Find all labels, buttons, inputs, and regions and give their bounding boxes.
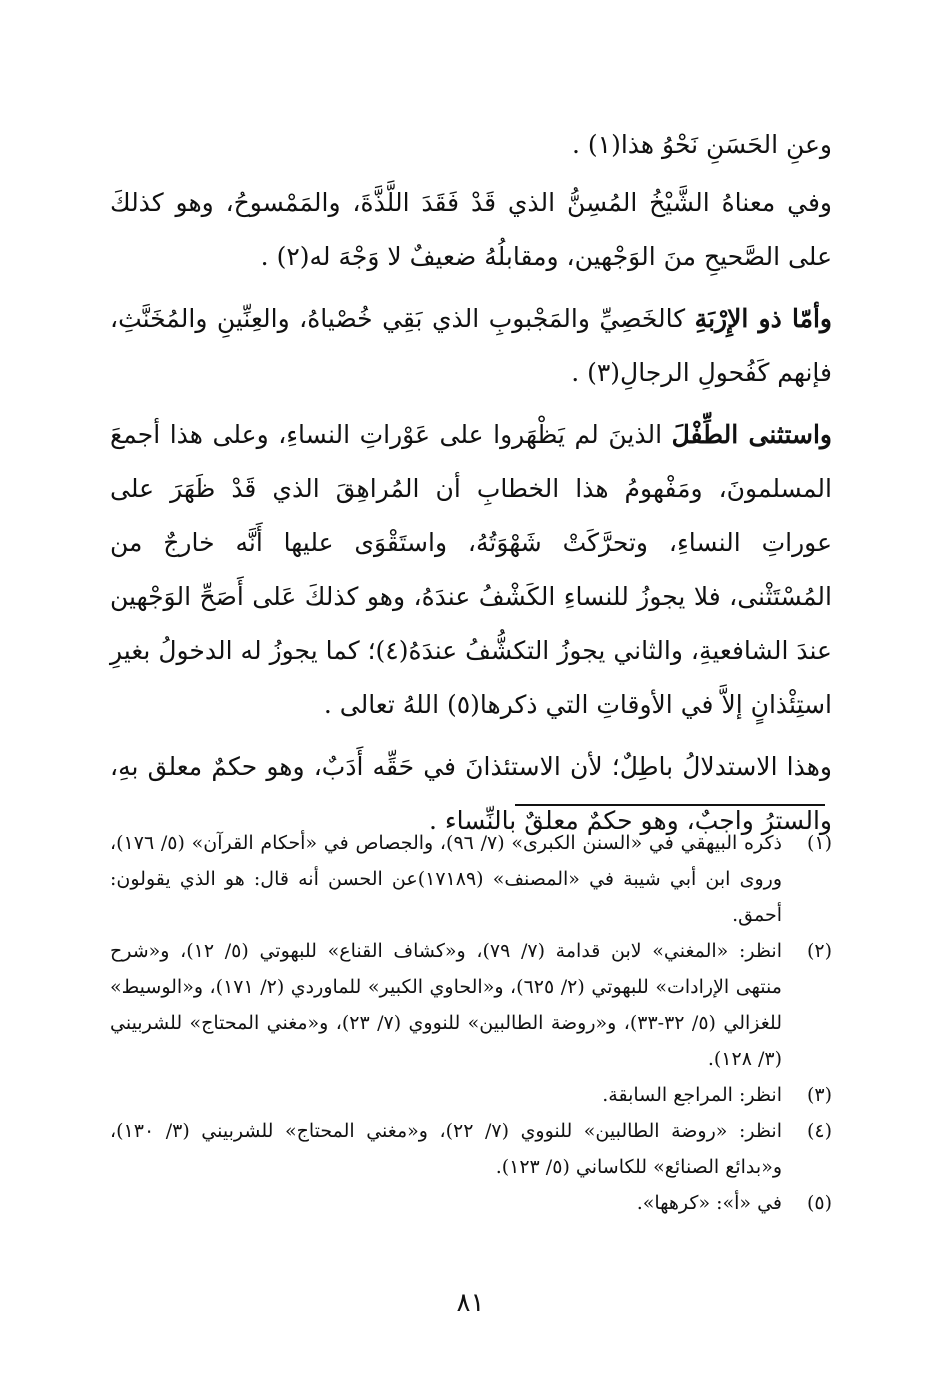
footnote-4 (110, 1113, 832, 1185)
footnote-text: ذكره البيهقي في «السنن الكبرى» (٧/ ٩٦)، والجصاص في «أحكام القرآن» (٥/ ١٧٦)، وروى ابن أبي شيبة في «المصنف» (١٧١٨٩)عن الحسن أنه قال: هو الذي يقولون: أحمق. (110, 832, 783, 926)
footnote-1 (110, 825, 832, 933)
paragraph-3-text: كالخَصِيِّ والمَجْبوبِ الذي بَقِي خُصْياهُ، والعِنِّينِ والمُخَنَّثِ، فإنهم كَفُحولِ الرجالِ(٣) . (110, 304, 832, 387)
paragraph-5: وهذا الاستدلالُ باطِلٌ؛ لأن الاستئذانَ في حَقِّه أَدَبٌ، وهو حكمٌ معلق بهِ، والسترُ واجبٌ، وهو حكمٌ معلقٌ بالنِّساء . (110, 752, 832, 835)
paragraph-4-text: الذينَ لم يَظْهَروا على عَوْراتِ النساءِ، وعلى هذا أجمعَ المسلمونَ، ومَفْهومُ هذا الخطابِ أن المُراهِقَ الذي قَدْ ظَهَرَ على عوراتِ النساءِ، وتحرَّكَتْ شَهْوَتُهُ، واستَقْوَى عليها أَنَّه خارجٌ من المُسْتَثْنى، فلا يجوزُ للنساءِ الكَشْفُ عندَهُ، وهو كذلكَ عَلى أَصَحِّ الوَجْهين عندَ الشافعيةِ، والثاني يجوزُ التكشُّفُ عندَهُ(٤)؛ كما يجوزُ له الدخولُ بغيرِ استِئْذانٍ إلاَّ في الأوقاتِ التي ذكرها(٥) اللهُ تعالى . (110, 420, 832, 719)
footnote-text: انظر: «المغني» لابن قدامة (٧/ ٧٩)، و«كشاف القناع» للبهوتي (٥/ ١٢)، و«شرح منتهى الإرادات» للبهوتي (٢/ ٦٢٥)، و«الحاوي الكبير» للماوردي (٢/ ١٧١)، و«الوسيط» للغزالي (٥/ ٣٢-٣٣)، و«روضة الطالبين» للنووي (٧/ ٢٣)، و«مغني المحتاج» للشربيني (٣/ ١٢٨). (110, 940, 782, 1070)
paragraph-4 (110, 408, 832, 732)
footnote-divider (515, 804, 825, 806)
paragraph-3-lead: وأمّا ذو الإِرْبَةِ (694, 304, 832, 333)
footnote-number: (١) (806, 832, 832, 854)
footnote-text: في «أ»: «كرهها». (636, 1192, 782, 1214)
footnote-3 (110, 1077, 832, 1113)
footnote-number: (٥) (806, 1192, 832, 1214)
paragraph-3 (110, 292, 832, 400)
footnote-number: (٣) (806, 1084, 832, 1106)
main-text (110, 118, 832, 856)
paragraph-4-lead: واستثنى الطِّفْلَ (671, 420, 832, 449)
paragraph-1: وعنِ الحَسَنِ نَحْوُ هذا(١) . (571, 130, 832, 159)
footnote-number: (٤) (806, 1120, 832, 1142)
page-number: ٨١ (456, 1288, 485, 1318)
footnotes (110, 825, 832, 1221)
footnote-5 (110, 1185, 832, 1221)
footnote-number: (٢) (806, 940, 832, 962)
footnote-2 (110, 933, 832, 1077)
footnote-text: انظر: المراجع السابقة. (602, 1084, 782, 1106)
footnote-text: انظر: «روضة الطالبين» للنووي (٧/ ٢٢)، و«مغني المحتاج» للشربيني (٣/ ١٣٠)، و«بدائع الصنائع» للكاساني (٥/ ١٢٣). (110, 1120, 782, 1178)
paragraph-2: وفي معناهُ الشَّيْخُ المُسِنُّ الذي قَدْ فَقَدَ اللَّذَّةَ، والمَمْسوحُ، وهو كذلكَ على الصَّحيحِ منَ الوَجْهين، ومقابلُهُ ضعيفٌ لا وَجْهَ له(٢) . (110, 188, 832, 271)
